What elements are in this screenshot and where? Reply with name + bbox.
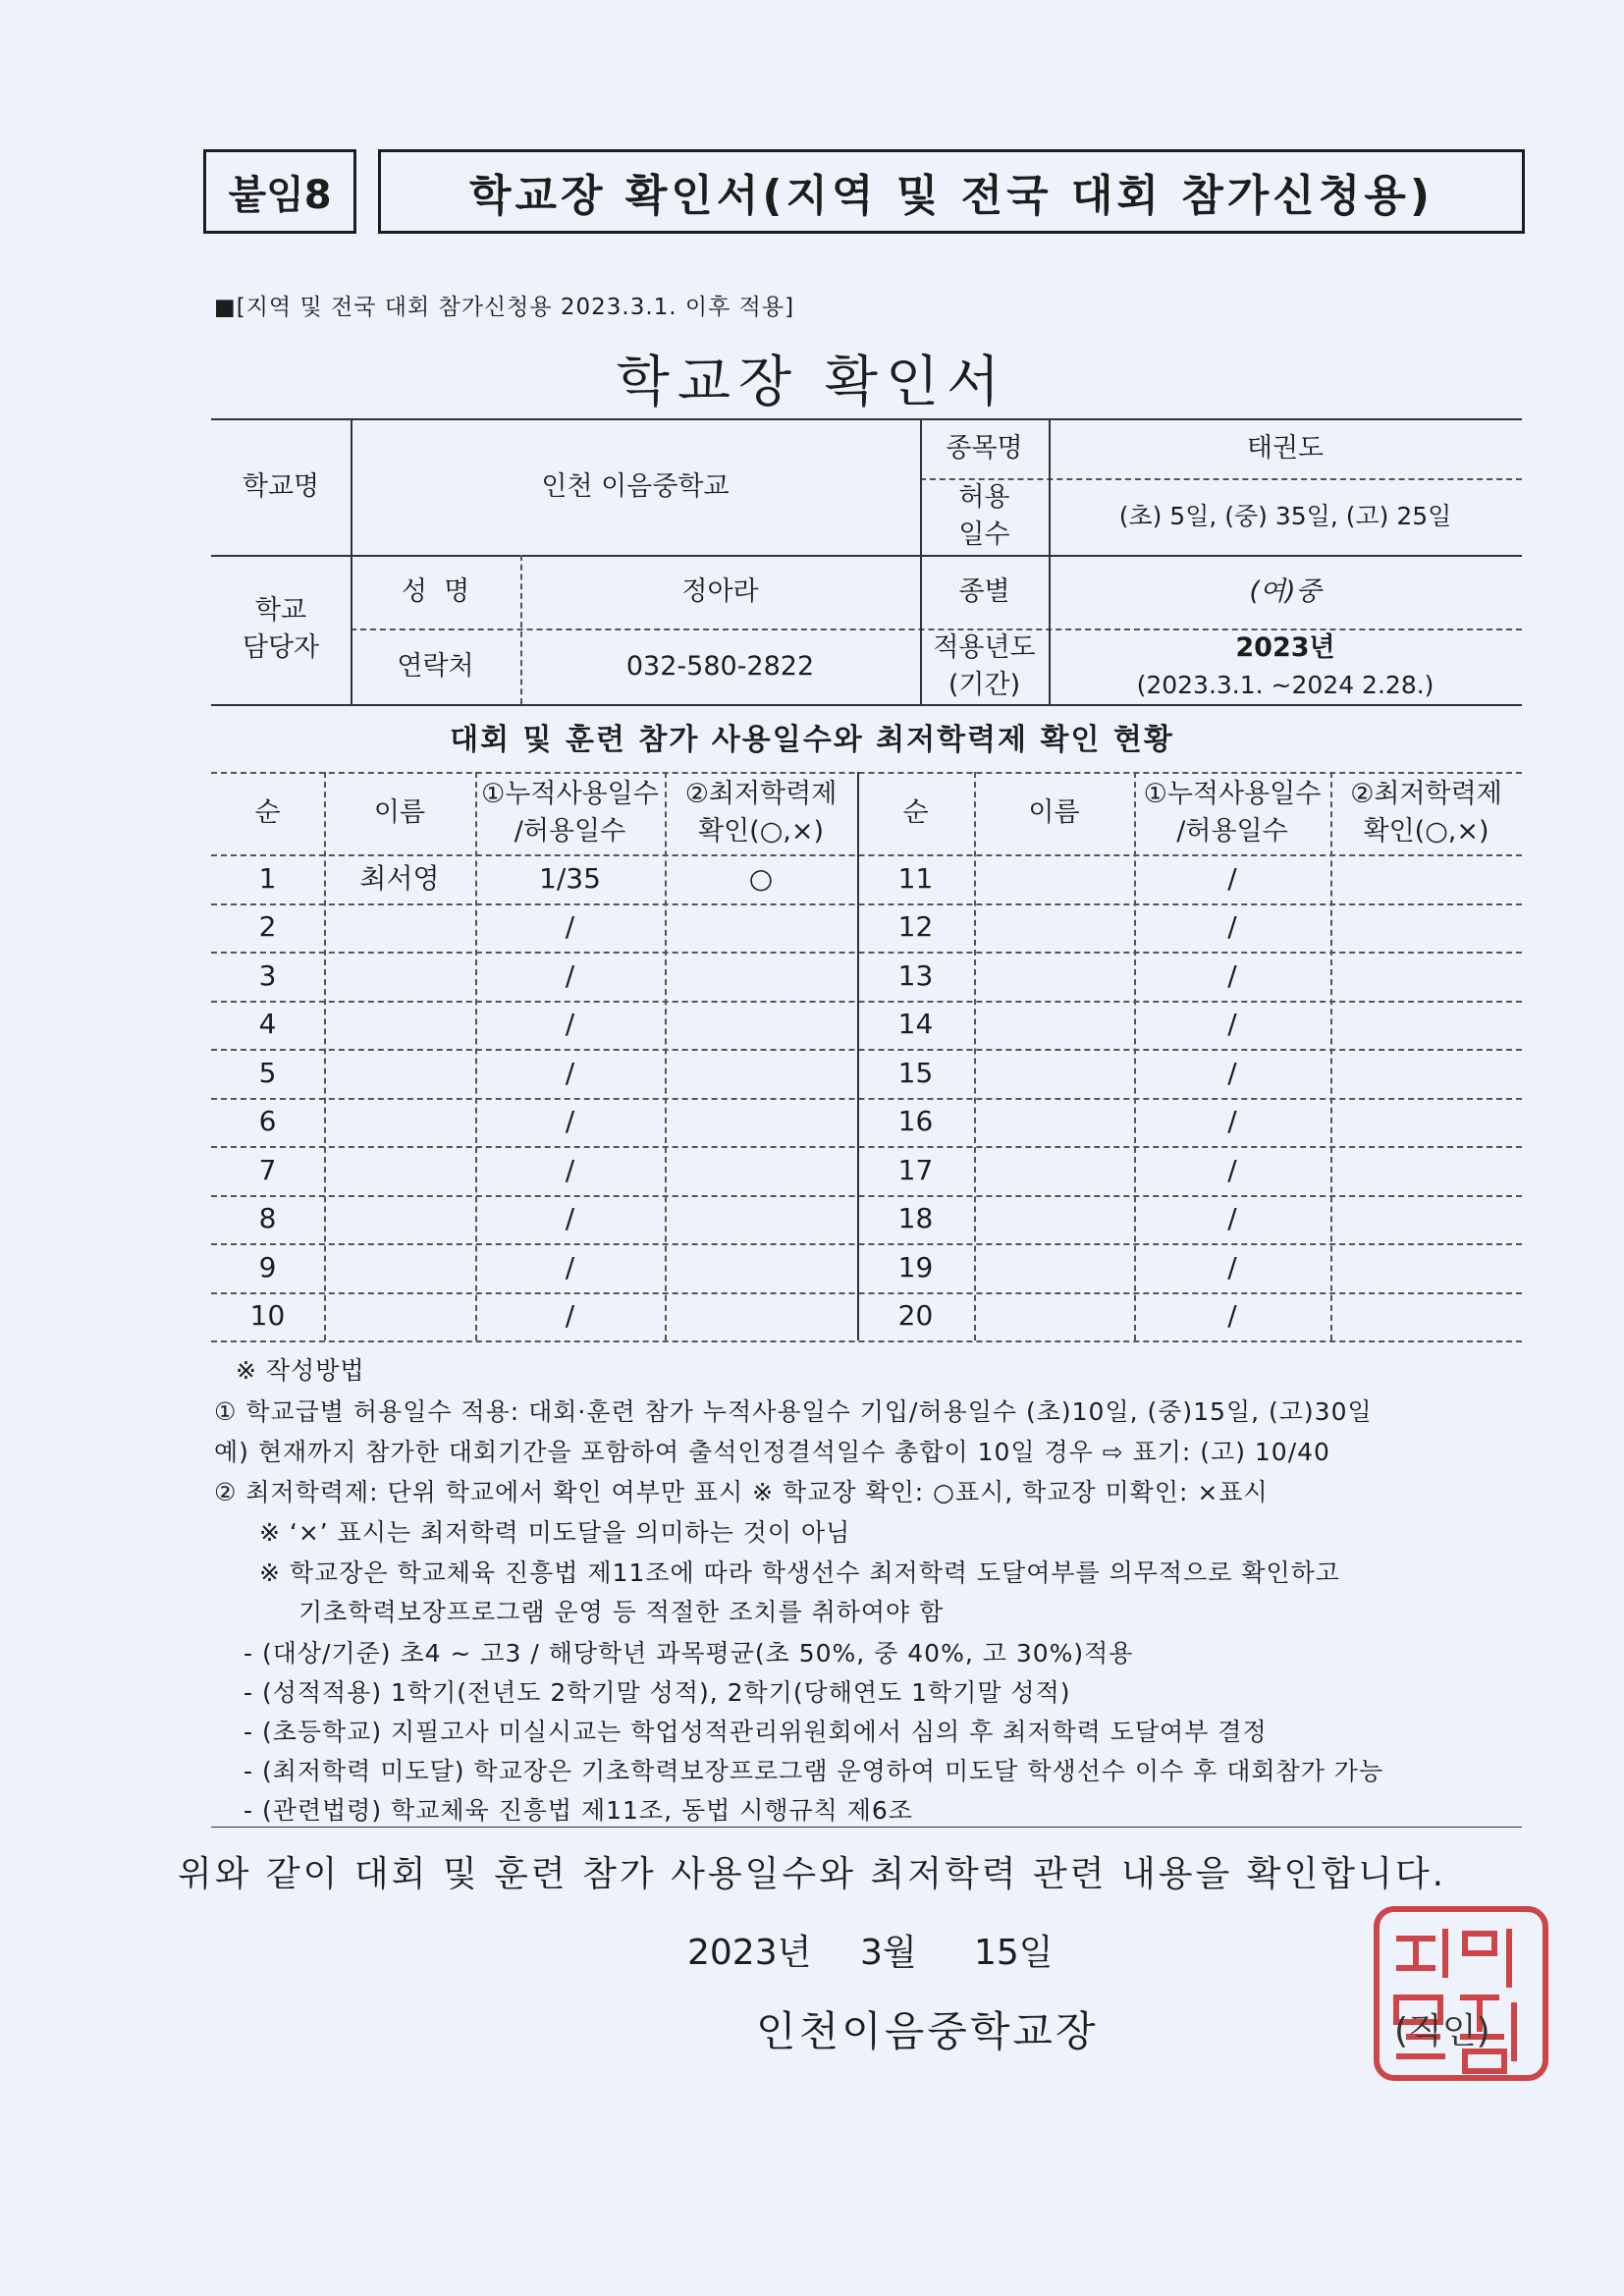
row-number: 9 <box>258 1250 277 1284</box>
row-number: 15 <box>897 1056 934 1089</box>
school-name-label: 학교명 <box>242 470 320 502</box>
row-used-days: / <box>565 1250 575 1284</box>
row-used-days: / <box>565 958 575 992</box>
row-number: 8 <box>258 1202 277 1235</box>
row-used-days: / <box>1227 1153 1237 1186</box>
date-year: 2023년 <box>687 1933 812 1973</box>
row-min-academic-check <box>1330 1195 1522 1244</box>
row-min-academic-check <box>1330 854 1522 903</box>
header-min-academic: ②최저학력제 확인(○,×) <box>1350 779 1502 847</box>
row-student-name: 최서영 <box>359 861 440 895</box>
principal-name: 인천이음중학교장 <box>756 2007 1099 2055</box>
row-min-academic-check <box>665 952 857 1001</box>
row-used-days: / <box>565 1299 575 1333</box>
row-number: 1 <box>258 861 277 895</box>
header-name: 이름 <box>1028 797 1080 828</box>
row-min-academic-check <box>665 903 857 953</box>
date-day: 15일 <box>974 1933 1054 1973</box>
row-student-name <box>324 1243 475 1292</box>
gender-label: 종별 <box>958 575 1010 607</box>
row-number: 4 <box>258 1008 277 1041</box>
row-student-name <box>974 1195 1134 1244</box>
row-number: 12 <box>897 910 934 944</box>
row-student-name <box>324 1195 475 1244</box>
row-student-name <box>974 1098 1134 1147</box>
gender-value: (여)중 <box>1249 575 1322 607</box>
row-student-name <box>324 1292 475 1341</box>
row-student-name <box>974 952 1134 1001</box>
row-number: 5 <box>258 1056 277 1089</box>
row-used-days: / <box>1227 958 1237 992</box>
row-number: 2 <box>258 910 277 944</box>
row-min-academic-check <box>665 1049 857 1098</box>
row-min-academic-check <box>1330 903 1522 953</box>
instruction-line: - (초등학교) 지필고사 미실시교는 학업성적관리위원회에서 심의 후 최저학력 도달여부 결정 <box>244 1718 1268 1746</box>
row-number: 10 <box>249 1299 286 1333</box>
instruction-line: ※ ‘×’ 표시는 최저학력 미도달을 의미하는 것이 아님 <box>259 1518 851 1547</box>
row-number: 18 <box>897 1202 934 1235</box>
row-min-academic-check <box>1330 1243 1522 1292</box>
allowed-days-value: (초) 5일, (중) 35일, (고) 25일 <box>1118 502 1452 530</box>
row-number: 16 <box>897 1105 934 1138</box>
row-student-name <box>974 1049 1134 1098</box>
row-used-days: / <box>565 1153 575 1186</box>
phone-label: 연락처 <box>397 650 474 682</box>
contact-label: 학교 담당자 <box>242 595 320 663</box>
row-min-academic-check <box>1330 1292 1522 1341</box>
row-number: 20 <box>897 1299 934 1333</box>
document-title: 학교장 확인서 <box>616 351 1008 414</box>
row-min-academic-check <box>1330 1049 1522 1098</box>
row-used-days: / <box>565 910 575 944</box>
allowed-days-label: 허용 일수 <box>958 482 1010 550</box>
row-student-name <box>974 1243 1134 1292</box>
row-number: 19 <box>897 1250 934 1284</box>
instruction-line: - (최저학력 미도달) 학교장은 기초학력보장프로그램 운영하여 미도달 학생선수 이수 후 대회참가 가능 <box>244 1757 1384 1785</box>
row-min-academic-check <box>1330 952 1522 1001</box>
row-used-days: / <box>1227 861 1237 895</box>
row-student-name <box>324 952 475 1001</box>
contact-name-value: 정아라 <box>681 575 759 607</box>
header-used-days: ①누적사용일수 /허용일수 <box>1143 779 1322 847</box>
instruction-line: ② 최저학력제: 단위 학교에서 확인 여부만 표시 ※ 학교장 확인: ○표시, 학교장 미확인: ×표시 <box>214 1478 1269 1506</box>
status-subtitle: 대회 및 훈련 참가 사용일수와 최저학력제 확인 현황 <box>450 723 1174 757</box>
instruction-line: - (성적적용) 1학기(전년도 2학기말 성적), 2학기(당해연도 1학기말 성적) <box>244 1678 1071 1707</box>
applicability-note: ■[지역 및 전국 대회 참가신청용 2023.3.1. 이후 적용] <box>214 295 795 320</box>
row-used-days: 1/35 <box>539 861 601 895</box>
row-min-academic-check <box>665 1098 857 1147</box>
row-min-academic-check: ○ <box>748 861 774 895</box>
row-student-name <box>974 903 1134 953</box>
name-label: 성 명 <box>401 575 470 607</box>
row-used-days: / <box>565 1202 575 1235</box>
header-used-days: ①누적사용일수 /허용일수 <box>481 779 659 847</box>
header-no: 순 <box>254 797 281 828</box>
sport-label: 종목명 <box>946 432 1023 464</box>
row-min-academic-check <box>1330 1146 1522 1195</box>
row-min-academic-check <box>665 1243 857 1292</box>
row-number: 3 <box>258 958 277 992</box>
seal-mark-text: (직인) <box>1394 2011 1490 2051</box>
row-min-academic-check <box>1330 1098 1522 1147</box>
row-used-days: / <box>565 1056 575 1089</box>
school-name-value: 인천 이음중학교 <box>541 470 730 502</box>
row-min-academic-check <box>665 1146 857 1195</box>
row-used-days: / <box>1227 1202 1237 1235</box>
row-used-days: / <box>1227 1250 1237 1284</box>
row-used-days: / <box>1227 1299 1237 1333</box>
row-student-name <box>974 1146 1134 1195</box>
row-number: 11 <box>897 861 934 895</box>
sport-value: 태권도 <box>1246 432 1325 464</box>
row-used-days: / <box>565 1105 575 1138</box>
row-number: 7 <box>258 1153 277 1186</box>
phone-value: 032-580-2822 <box>625 650 815 682</box>
row-used-days: / <box>1227 910 1237 944</box>
confirmation-statement: 위와 같이 대회 및 훈련 참가 사용일수와 최저학력 관련 내용을 확인합니다. <box>177 1854 1447 1894</box>
instruction-line: - (대상/기준) 초4 ~ 고3 / 해당학년 과목평균(초 50%, 중 40%, 고 30%)적용 <box>244 1639 1134 1667</box>
period-range: (2023.3.1. ~2024 2.28.) <box>1136 670 1435 699</box>
row-student-name <box>324 1049 475 1098</box>
row-student-name <box>324 903 475 953</box>
row-min-academic-check <box>1330 1001 1522 1050</box>
row-number: 6 <box>258 1105 277 1138</box>
instruction-line: 기초학력보장프로그램 운영 등 적절한 조치를 취하여야 함 <box>298 1598 945 1626</box>
row-used-days: / <box>1227 1008 1237 1041</box>
instruction-line: - (관련법령) 학교체육 진흥법 제11조, 동법 시행규칙 제6조 <box>244 1796 913 1825</box>
row-min-academic-check <box>665 1001 857 1050</box>
header-no: 순 <box>902 797 929 828</box>
row-student-name <box>974 1001 1134 1050</box>
period-label: 적용년도 (기간) <box>933 631 1036 700</box>
instruction-line: ① 학교급별 허용일수 적용: 대회·훈련 참가 누적사용일수 기입/허용일수 (초)10일, (중)15일, (고)30일 <box>214 1397 1373 1426</box>
row-student-name <box>324 1098 475 1147</box>
row-min-academic-check <box>665 1292 857 1341</box>
date-month: 3월 <box>860 1933 917 1973</box>
row-number: 14 <box>897 1008 934 1041</box>
header-name: 이름 <box>373 797 426 828</box>
period-value <box>1049 629 1522 704</box>
row-used-days: / <box>1227 1056 1237 1089</box>
instruction-line: ※ 학교장은 학교체육 진흥법 제11조에 따라 학생선수 최저학력 도달여부를 의무적으로 확인하고 <box>259 1558 1340 1587</box>
row-student-name <box>324 1146 475 1195</box>
row-student-name <box>324 1001 475 1050</box>
row-number: 17 <box>897 1153 934 1186</box>
row-min-academic-check <box>665 1195 857 1244</box>
attachment-tag: 붙임8 <box>203 149 356 234</box>
row-used-days: / <box>565 1008 575 1041</box>
header-title: 학교장 확인서(지역 및 전국 대회 참가신청용) <box>378 149 1525 234</box>
instruction-heading: ※ 작성방법 <box>236 1356 365 1385</box>
row-used-days: / <box>1227 1105 1237 1138</box>
official-seal <box>1367 1899 1555 2086</box>
year-value: 2023년 <box>1235 631 1335 663</box>
instruction-line: 예) 현재까지 참가한 대회기간을 포함하여 출석인정결석일수 총합이 10일 경우 ⇨ 표기: (고) 10/40 <box>214 1438 1330 1466</box>
header-min-academic: ②최저학력제 확인(○,×) <box>684 779 838 847</box>
row-student-name <box>974 854 1134 903</box>
row-student-name <box>974 1292 1134 1341</box>
row-number: 13 <box>897 958 934 992</box>
